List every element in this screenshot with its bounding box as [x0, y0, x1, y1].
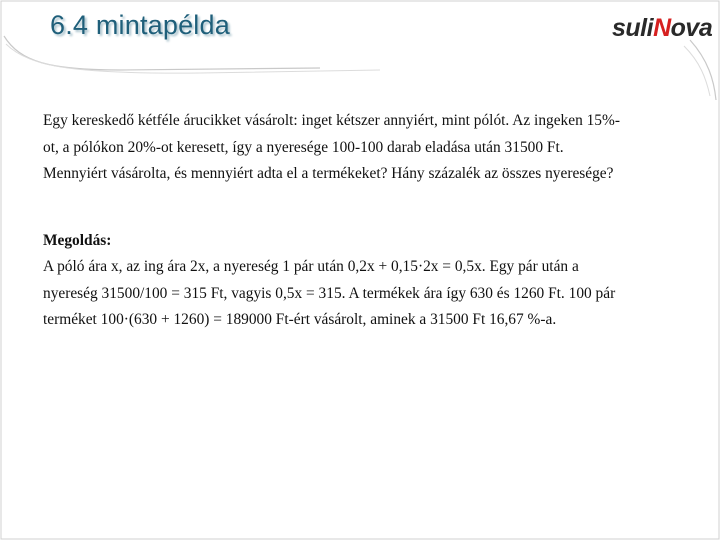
problem-line-2: ot, a pólókon 20%-ot keresett, így a nyeresége 100-100 darab eladása után 31500 Ft.	[43, 138, 564, 156]
solution-line-1: A póló ára x, az ing ára 2x, a nyereség 1 pár után 0,2x + 0,15·2x = 0,5x. Egy pár után a	[43, 258, 579, 275]
problem-statement	[43, 108, 669, 188]
problem-line-1: Egy kereskedő kétféle árucikket vásárolt: inget kétszer annyiért, mint pólót. Az ingeken 15%-	[43, 112, 620, 129]
logo-part-ova: ova	[670, 14, 713, 42]
solution-line-3: terméket 100·(630 + 1260) = 189000 Ft-ért vásárolt, aminek a 31500 Ft 16,67 %-a.	[43, 311, 557, 328]
slide-content	[43, 108, 669, 334]
solution-heading: Megoldás:	[43, 231, 112, 249]
solution-line-2: nyereség 31500/100 = 315 Ft, vagyis 0,5x = 315. A termékek ára így 630 és 1260 Ft. 100 pár	[43, 284, 616, 302]
solution-block	[43, 228, 669, 334]
logo-part-n: N	[653, 14, 671, 42]
sulinova-logo	[612, 14, 712, 43]
problem-line-3: Mennyiért vásárolta, és mennyiért adta el a termékeket? Hány százalék az összes nyeresége?	[43, 165, 614, 182]
logo-part-suli: suli	[612, 14, 654, 42]
slide-title: 6.4 mintapélda	[50, 10, 230, 40]
